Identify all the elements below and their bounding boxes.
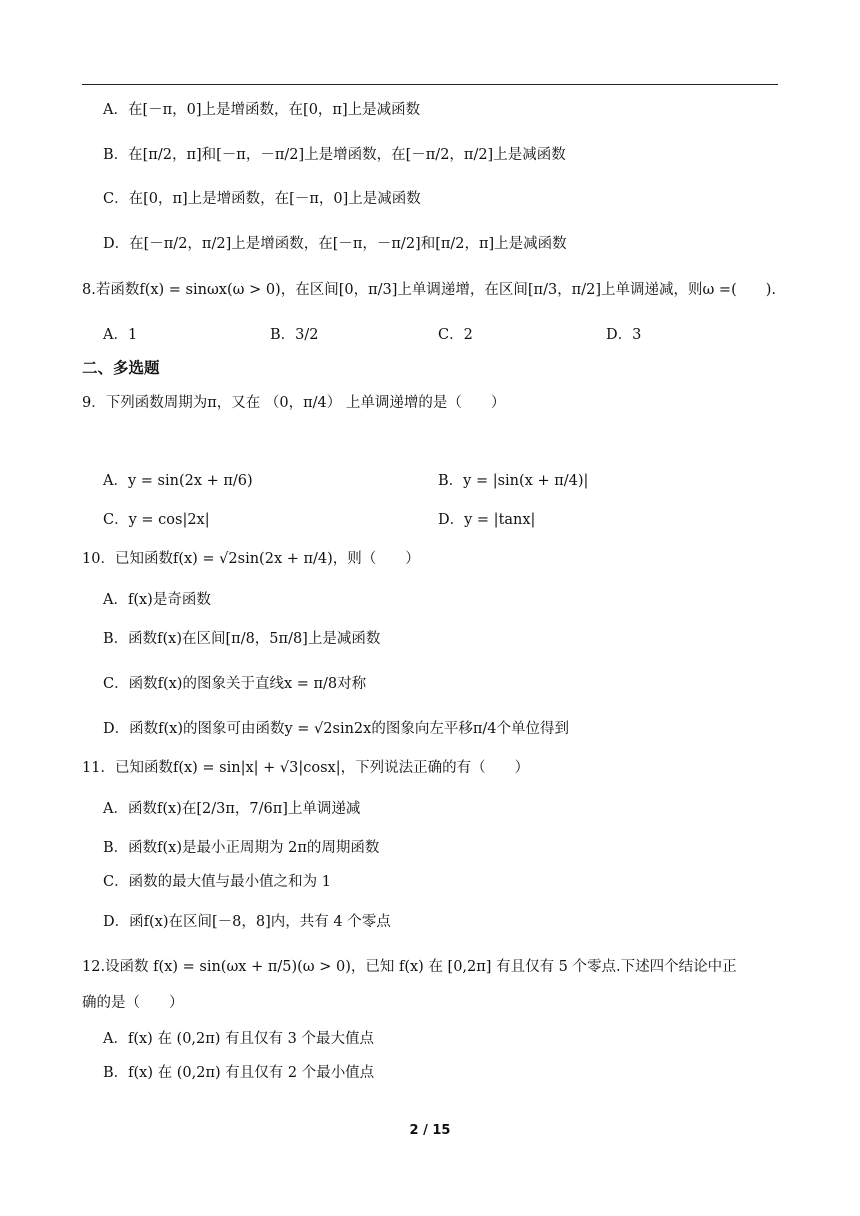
q12-option-a: A．f(x) 在 (0,2π) 有且仅有 3 个最大值点 xyxy=(103,1031,375,1047)
header-rule xyxy=(82,84,778,85)
q8-option-a: A．1 xyxy=(103,327,138,343)
q10-stem: 10．已知函数f(x) = √2sin(2x + π/4)，则（ ） xyxy=(82,551,420,567)
q7-option-c: C．在[0，π]上是增函数，在[－π，0]上是减函数 xyxy=(103,191,421,207)
q9-option-b: B．y = |sin(x + π/4)| xyxy=(438,473,589,489)
q8-option-c: C．2 xyxy=(438,327,473,343)
q11-option-a: A．函数f(x)在[2/3π，7/6π]上单调递减 xyxy=(103,801,361,817)
q9-option-c: C．y = cos|2x| xyxy=(103,512,210,528)
q11-option-d: D．函f(x)在区间[－8，8]内，共有 4 个零点 xyxy=(103,914,391,930)
q8-stem: 8.若函数f(x) = sinωx(ω > 0)，在区间[0，π/3]上单调递增，在区间[π/3，π/2]上单调递减，则ω =( ). xyxy=(82,282,776,298)
q10-option-a: A．f(x)是奇函数 xyxy=(103,592,211,608)
q8-option-d: D．3 xyxy=(606,327,642,343)
q7-option-a: A．在[－π，0]上是增函数，在[0，π]上是减函数 xyxy=(103,102,421,118)
q9-option-a: A．y = sin(2x + π/6) xyxy=(103,473,253,489)
q12-stem-line2: 确的是（ ） xyxy=(82,995,184,1011)
q8-option-b: B．3/2 xyxy=(270,327,319,343)
q12-stem-line1: 12.设函数 f(x) = sin(ωx + π/5)(ω > 0)，已知 f(x) 在 [0,2π] 有且仅有 5 个零点.下述四个结论中正 xyxy=(82,959,737,975)
q9-stem: 9．下列函数周期为π，又在 （0，π/4） 上单调递增的是（ ） xyxy=(82,395,506,411)
q10-option-c: C．函数f(x)的图象关于直线x = π/8对称 xyxy=(103,676,367,692)
q7-option-d: D．在[－π/2，π/2]上是增函数，在[－π，－π/2]和[π/2，π]上是减函数 xyxy=(103,236,567,252)
q10-option-d: D．函数f(x)的图象可由函数y = √2sin2x的图象向左平移π/4个单位得到 xyxy=(103,721,569,737)
q12-option-b: B．f(x) 在 (0,2π) 有且仅有 2 个最小值点 xyxy=(103,1065,375,1081)
q11-stem: 11．已知函数f(x) = sin|x| + √3|cosx|，下列说法正确的有（ ） xyxy=(82,760,530,776)
q11-option-c: C．函数的最大值与最小值之和为 1 xyxy=(103,874,331,890)
q10-option-b: B．函数f(x)在区间[π/8，5π/8]上是减函数 xyxy=(103,631,381,647)
section-title: 二、多选题 xyxy=(82,359,160,377)
q7-option-b: B．在[π/2，π]和[－π，－π/2]上是增函数，在[－π/2，π/2]上是减函数 xyxy=(103,147,566,163)
page-number: 2 / 15 xyxy=(409,1123,451,1138)
q9-option-d: D．y = |tanx| xyxy=(438,512,536,528)
q11-option-b: B．函数f(x)是最小正周期为 2π的周期函数 xyxy=(103,840,380,856)
